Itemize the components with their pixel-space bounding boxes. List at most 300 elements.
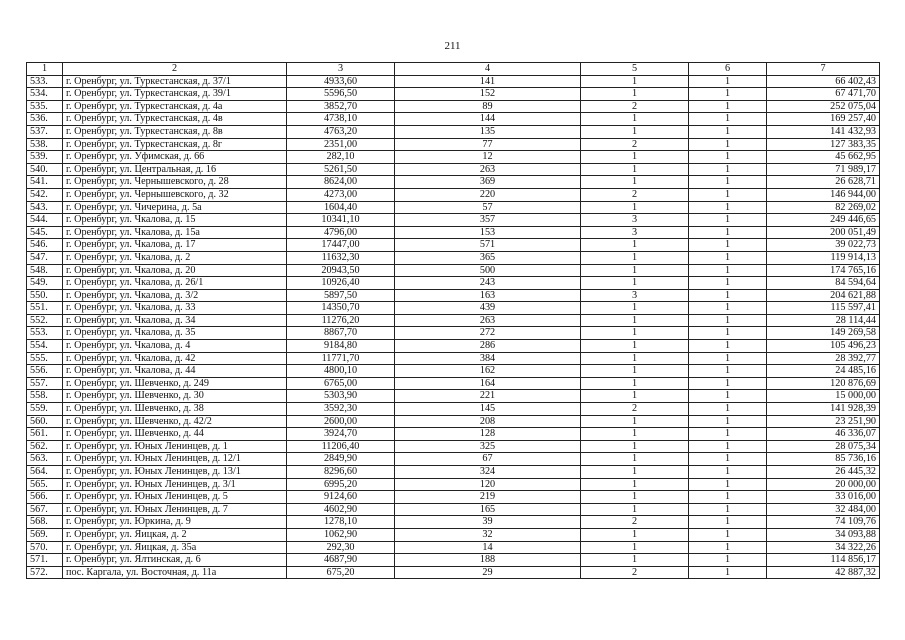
- count-cell: 571: [395, 239, 581, 252]
- amount-cell: 105 496,23: [767, 340, 880, 353]
- data-table: [26, 62, 880, 579]
- col5-cell: 1: [581, 453, 689, 466]
- amount-cell: 15 000,00: [767, 390, 880, 403]
- table-row: [27, 453, 880, 466]
- col6-cell: 1: [689, 264, 767, 277]
- table-row: [27, 163, 880, 176]
- count-cell: 263: [395, 163, 581, 176]
- address-cell: г. Оренбург, ул. Яицкая, д. 2: [63, 528, 287, 541]
- area-cell: 8296,60: [287, 466, 395, 479]
- amount-cell: 149 269,58: [767, 327, 880, 340]
- row-number: 548.: [27, 264, 63, 277]
- amount-cell: 204 621,88: [767, 289, 880, 302]
- col5-cell: 3: [581, 289, 689, 302]
- count-cell: 325: [395, 440, 581, 453]
- col6-cell: 1: [689, 453, 767, 466]
- address-cell: г. Оренбург, ул. Туркестанская, д. 39/1: [63, 88, 287, 101]
- count-cell: 89: [395, 100, 581, 113]
- col5-cell: 1: [581, 478, 689, 491]
- row-number: 564.: [27, 466, 63, 479]
- col6-cell: 1: [689, 541, 767, 554]
- address-cell: г. Оренбург, ул. Туркестанская, д. 8в: [63, 125, 287, 138]
- amount-cell: 146 944,00: [767, 188, 880, 201]
- row-number: 565.: [27, 478, 63, 491]
- area-cell: 9124,60: [287, 491, 395, 504]
- col6-cell: 1: [689, 302, 767, 315]
- table-body: [27, 75, 880, 579]
- area-cell: 1604,40: [287, 201, 395, 214]
- area-cell: 3924,70: [287, 428, 395, 441]
- col5-cell: 1: [581, 352, 689, 365]
- col5-cell: 1: [581, 302, 689, 315]
- area-cell: 5897,50: [287, 289, 395, 302]
- col6-cell: 1: [689, 163, 767, 176]
- count-cell: 220: [395, 188, 581, 201]
- address-cell: г. Оренбург, ул. Юных Ленинцев, д. 3/1: [63, 478, 287, 491]
- area-cell: 9184,80: [287, 340, 395, 353]
- row-number: 567.: [27, 503, 63, 516]
- count-cell: 357: [395, 214, 581, 227]
- amount-cell: 74 109,76: [767, 516, 880, 529]
- area-cell: 3592,30: [287, 403, 395, 416]
- col6-cell: 1: [689, 277, 767, 290]
- table-row: [27, 188, 880, 201]
- address-cell: г. Оренбург, ул. Туркестанская, д. 4в: [63, 113, 287, 126]
- col5-cell: 1: [581, 264, 689, 277]
- count-cell: 263: [395, 314, 581, 327]
- table-row: [27, 403, 880, 416]
- table-row: [27, 176, 880, 189]
- row-number: 563.: [27, 453, 63, 466]
- count-cell: 153: [395, 226, 581, 239]
- table-row: [27, 302, 880, 315]
- col6-cell: 1: [689, 138, 767, 151]
- table-row: [27, 415, 880, 428]
- col6-cell: 1: [689, 125, 767, 138]
- col6-cell: 1: [689, 176, 767, 189]
- area-cell: 8867,70: [287, 327, 395, 340]
- col6-cell: 1: [689, 503, 767, 516]
- area-cell: 6765,00: [287, 377, 395, 390]
- row-number: 560.: [27, 415, 63, 428]
- column-header-6: 6: [689, 63, 767, 76]
- count-cell: 162: [395, 365, 581, 378]
- col5-cell: 1: [581, 277, 689, 290]
- amount-cell: 82 269,02: [767, 201, 880, 214]
- col6-cell: 1: [689, 528, 767, 541]
- count-cell: 32: [395, 528, 581, 541]
- row-number: 545.: [27, 226, 63, 239]
- amount-cell: 141 928,39: [767, 403, 880, 416]
- address-cell: г. Оренбург, ул. Юных Ленинцев, д. 7: [63, 503, 287, 516]
- area-cell: 4933,60: [287, 75, 395, 88]
- table-row: [27, 516, 880, 529]
- area-cell: 17447,00: [287, 239, 395, 252]
- amount-cell: 84 594,64: [767, 277, 880, 290]
- count-cell: 500: [395, 264, 581, 277]
- column-header-2: 2: [63, 63, 287, 76]
- area-cell: 5596,50: [287, 88, 395, 101]
- address-cell: г. Оренбург, ул. Чкалова, д. 35: [63, 327, 287, 340]
- count-cell: 57: [395, 201, 581, 214]
- col5-cell: 1: [581, 491, 689, 504]
- count-cell: 163: [395, 289, 581, 302]
- col5-cell: 1: [581, 541, 689, 554]
- amount-cell: 174 765,16: [767, 264, 880, 277]
- amount-cell: 249 446,65: [767, 214, 880, 227]
- col5-cell: 1: [581, 75, 689, 88]
- address-cell: пос. Каргала, ул. Восточная, д. 11а: [63, 566, 287, 579]
- col6-cell: 1: [689, 554, 767, 567]
- col5-cell: 1: [581, 113, 689, 126]
- col6-cell: 1: [689, 75, 767, 88]
- area-cell: 1278,10: [287, 516, 395, 529]
- row-number: 557.: [27, 377, 63, 390]
- col6-cell: 1: [689, 113, 767, 126]
- amount-cell: 34 093,88: [767, 528, 880, 541]
- amount-cell: 127 383,35: [767, 138, 880, 151]
- address-cell: г. Оренбург, ул. Чкалова, д. 15а: [63, 226, 287, 239]
- area-cell: 292,30: [287, 541, 395, 554]
- row-number: 552.: [27, 314, 63, 327]
- count-cell: 67: [395, 453, 581, 466]
- table-row: [27, 100, 880, 113]
- row-number: 550.: [27, 289, 63, 302]
- amount-cell: 119 914,13: [767, 251, 880, 264]
- amount-cell: 46 336,07: [767, 428, 880, 441]
- table-row: [27, 377, 880, 390]
- column-header-5: 5: [581, 63, 689, 76]
- area-cell: 10926,40: [287, 277, 395, 290]
- col5-cell: 1: [581, 251, 689, 264]
- row-number: 549.: [27, 277, 63, 290]
- address-cell: г. Оренбург, ул. Юных Ленинцев, д. 13/1: [63, 466, 287, 479]
- amount-cell: 32 484,00: [767, 503, 880, 516]
- col6-cell: 1: [689, 314, 767, 327]
- col6-cell: 1: [689, 340, 767, 353]
- row-number: 546.: [27, 239, 63, 252]
- row-number: 551.: [27, 302, 63, 315]
- row-number: 566.: [27, 491, 63, 504]
- amount-cell: 200 051,49: [767, 226, 880, 239]
- amount-cell: 23 251,90: [767, 415, 880, 428]
- col6-cell: 1: [689, 440, 767, 453]
- area-cell: 4602,90: [287, 503, 395, 516]
- table-row: [27, 75, 880, 88]
- header-row: [27, 63, 880, 76]
- table-row: [27, 327, 880, 340]
- col5-cell: 1: [581, 314, 689, 327]
- count-cell: 165: [395, 503, 581, 516]
- address-cell: г. Оренбург, ул. Шевченко, д. 42/2: [63, 415, 287, 428]
- row-number: 572.: [27, 566, 63, 579]
- amount-cell: 34 322,26: [767, 541, 880, 554]
- table-row: [27, 340, 880, 353]
- col6-cell: 1: [689, 415, 767, 428]
- address-cell: г. Оренбург, ул. Шевченко, д. 249: [63, 377, 287, 390]
- row-number: 542.: [27, 188, 63, 201]
- row-number: 540.: [27, 163, 63, 176]
- address-cell: г. Оренбург, ул. Чкалова, д. 26/1: [63, 277, 287, 290]
- col5-cell: 1: [581, 88, 689, 101]
- area-cell: 675,20: [287, 566, 395, 579]
- count-cell: 135: [395, 125, 581, 138]
- address-cell: г. Оренбург, ул. Юных Ленинцев, д. 1: [63, 440, 287, 453]
- address-cell: г. Оренбург, ул. Ялтинская, д. 6: [63, 554, 287, 567]
- row-number: 543.: [27, 201, 63, 214]
- column-header-3: 3: [287, 63, 395, 76]
- count-cell: 128: [395, 428, 581, 441]
- address-cell: г. Оренбург, ул. Чкалова, д. 15: [63, 214, 287, 227]
- amount-cell: 26 445,32: [767, 466, 880, 479]
- count-cell: 243: [395, 277, 581, 290]
- table-row: [27, 440, 880, 453]
- address-cell: г. Оренбург, ул. Чкалова, д. 17: [63, 239, 287, 252]
- col5-cell: 1: [581, 163, 689, 176]
- row-number: 554.: [27, 340, 63, 353]
- table-row: [27, 554, 880, 567]
- col5-cell: 2: [581, 566, 689, 579]
- area-cell: 1062,90: [287, 528, 395, 541]
- table-row: [27, 289, 880, 302]
- amount-cell: 33 016,00: [767, 491, 880, 504]
- area-cell: 4738,10: [287, 113, 395, 126]
- table-row: [27, 151, 880, 164]
- table-row: [27, 428, 880, 441]
- address-cell: г. Оренбург, ул. Чкалова, д. 34: [63, 314, 287, 327]
- address-cell: г. Оренбург, ул. Шевченко, д. 30: [63, 390, 287, 403]
- count-cell: 29: [395, 566, 581, 579]
- col5-cell: 1: [581, 377, 689, 390]
- area-cell: 4763,20: [287, 125, 395, 138]
- table-row: [27, 466, 880, 479]
- col6-cell: 1: [689, 403, 767, 416]
- area-cell: 2351,00: [287, 138, 395, 151]
- address-cell: г. Оренбург, ул. Туркестанская, д. 4а: [63, 100, 287, 113]
- col5-cell: 1: [581, 176, 689, 189]
- amount-cell: 42 887,32: [767, 566, 880, 579]
- table-row: [27, 352, 880, 365]
- area-cell: 11276,20: [287, 314, 395, 327]
- col6-cell: 1: [689, 390, 767, 403]
- col5-cell: 3: [581, 226, 689, 239]
- address-cell: г. Оренбург, ул. Уфимская, д. 66: [63, 151, 287, 164]
- address-cell: г. Оренбург, ул. Шевченко, д. 38: [63, 403, 287, 416]
- count-cell: 219: [395, 491, 581, 504]
- col6-cell: 1: [689, 327, 767, 340]
- table-row: [27, 365, 880, 378]
- area-cell: 11206,40: [287, 440, 395, 453]
- count-cell: 365: [395, 251, 581, 264]
- col5-cell: 2: [581, 188, 689, 201]
- column-header-1: 1: [27, 63, 63, 76]
- area-cell: 282,10: [287, 151, 395, 164]
- col5-cell: 2: [581, 516, 689, 529]
- row-number: 569.: [27, 528, 63, 541]
- count-cell: 145: [395, 403, 581, 416]
- address-cell: г. Оренбург, ул. Юркина, д. 9: [63, 516, 287, 529]
- address-cell: г. Оренбург, ул. Чкалова, д. 33: [63, 302, 287, 315]
- amount-cell: 120 876,69: [767, 377, 880, 390]
- count-cell: 272: [395, 327, 581, 340]
- amount-cell: 67 471,70: [767, 88, 880, 101]
- col6-cell: 1: [689, 566, 767, 579]
- amount-cell: 115 597,41: [767, 302, 880, 315]
- col5-cell: 1: [581, 327, 689, 340]
- col6-cell: 1: [689, 352, 767, 365]
- col5-cell: 1: [581, 554, 689, 567]
- col5-cell: 1: [581, 365, 689, 378]
- address-cell: г. Оренбург, ул. Чкалова, д. 4: [63, 340, 287, 353]
- count-cell: 324: [395, 466, 581, 479]
- area-cell: 6995,20: [287, 478, 395, 491]
- col5-cell: 1: [581, 503, 689, 516]
- page-number: 211: [444, 40, 461, 52]
- amount-cell: 28 075,34: [767, 440, 880, 453]
- count-cell: 208: [395, 415, 581, 428]
- table-row: [27, 138, 880, 151]
- row-number: 534.: [27, 88, 63, 101]
- col5-cell: 2: [581, 100, 689, 113]
- col6-cell: 1: [689, 151, 767, 164]
- table-row: [27, 503, 880, 516]
- table-row: [27, 478, 880, 491]
- col6-cell: 1: [689, 100, 767, 113]
- col5-cell: 3: [581, 214, 689, 227]
- row-number: 558.: [27, 390, 63, 403]
- area-cell: 20943,50: [287, 264, 395, 277]
- col5-cell: 1: [581, 440, 689, 453]
- col5-cell: 1: [581, 466, 689, 479]
- col6-cell: 1: [689, 377, 767, 390]
- table-row: [27, 214, 880, 227]
- address-cell: г. Оренбург, ул. Чкалова, д. 42: [63, 352, 287, 365]
- row-number: 537.: [27, 125, 63, 138]
- table-row: [27, 566, 880, 579]
- amount-cell: 114 856,17: [767, 554, 880, 567]
- row-number: 536.: [27, 113, 63, 126]
- row-number: 547.: [27, 251, 63, 264]
- col5-cell: 1: [581, 415, 689, 428]
- address-cell: г. Оренбург, ул. Туркестанская, д. 37/1: [63, 75, 287, 88]
- count-cell: 221: [395, 390, 581, 403]
- area-cell: 3852,70: [287, 100, 395, 113]
- row-number: 562.: [27, 440, 63, 453]
- address-cell: г. Оренбург, ул. Чкалова, д. 2: [63, 251, 287, 264]
- count-cell: 164: [395, 377, 581, 390]
- amount-cell: 28 114,44: [767, 314, 880, 327]
- column-header-4: 4: [395, 63, 581, 76]
- count-cell: 77: [395, 138, 581, 151]
- col5-cell: 1: [581, 239, 689, 252]
- col5-cell: 2: [581, 138, 689, 151]
- count-cell: 144: [395, 113, 581, 126]
- amount-cell: 66 402,43: [767, 75, 880, 88]
- table-row: [27, 201, 880, 214]
- amount-cell: 26 628,71: [767, 176, 880, 189]
- table-row: [27, 390, 880, 403]
- row-number: 553.: [27, 327, 63, 340]
- amount-cell: 28 392,77: [767, 352, 880, 365]
- row-number: 570.: [27, 541, 63, 554]
- count-cell: 141: [395, 75, 581, 88]
- amount-cell: 85 736,16: [767, 453, 880, 466]
- col6-cell: 1: [689, 188, 767, 201]
- count-cell: 439: [395, 302, 581, 315]
- count-cell: 120: [395, 478, 581, 491]
- amount-cell: 252 075,04: [767, 100, 880, 113]
- address-cell: г. Оренбург, ул. Чкалова, д. 20: [63, 264, 287, 277]
- count-cell: 369: [395, 176, 581, 189]
- col5-cell: 1: [581, 390, 689, 403]
- col5-cell: 1: [581, 428, 689, 441]
- row-number: 556.: [27, 365, 63, 378]
- address-cell: г. Оренбург, ул. Туркестанская, д. 8г: [63, 138, 287, 151]
- table-row: [27, 113, 880, 126]
- table-row: [27, 239, 880, 252]
- row-number: 571.: [27, 554, 63, 567]
- row-number: 535.: [27, 100, 63, 113]
- table-row: [27, 264, 880, 277]
- row-number: 541.: [27, 176, 63, 189]
- address-cell: г. Оренбург, ул. Центральная, д. 16: [63, 163, 287, 176]
- col6-cell: 1: [689, 226, 767, 239]
- area-cell: 2849,90: [287, 453, 395, 466]
- col6-cell: 1: [689, 239, 767, 252]
- table-row: [27, 491, 880, 504]
- col6-cell: 1: [689, 289, 767, 302]
- count-cell: 384: [395, 352, 581, 365]
- row-number: 568.: [27, 516, 63, 529]
- address-cell: г. Оренбург, ул. Яицкая, д. 35а: [63, 541, 287, 554]
- row-number: 555.: [27, 352, 63, 365]
- address-cell: г. Оренбург, ул. Юных Ленинцев, д. 12/1: [63, 453, 287, 466]
- amount-cell: 71 989,17: [767, 163, 880, 176]
- amount-cell: 24 485,16: [767, 365, 880, 378]
- table-row: [27, 88, 880, 101]
- col6-cell: 1: [689, 478, 767, 491]
- col6-cell: 1: [689, 516, 767, 529]
- row-number: 539.: [27, 151, 63, 164]
- address-cell: г. Оренбург, ул. Шевченко, д. 44: [63, 428, 287, 441]
- row-number: 538.: [27, 138, 63, 151]
- col5-cell: 1: [581, 151, 689, 164]
- area-cell: 11632,30: [287, 251, 395, 264]
- area-cell: 4273,00: [287, 188, 395, 201]
- area-cell: 4800,10: [287, 365, 395, 378]
- count-cell: 286: [395, 340, 581, 353]
- area-cell: 4687,90: [287, 554, 395, 567]
- table-row: [27, 528, 880, 541]
- row-number: 561.: [27, 428, 63, 441]
- col6-cell: 1: [689, 88, 767, 101]
- col5-cell: 2: [581, 403, 689, 416]
- table-row: [27, 251, 880, 264]
- address-cell: г. Оренбург, ул. Чернышевского, д. 28: [63, 176, 287, 189]
- table-row: [27, 314, 880, 327]
- address-cell: г. Оренбург, ул. Чкалова, д. 3/2: [63, 289, 287, 302]
- col6-cell: 1: [689, 365, 767, 378]
- amount-cell: 20 000,00: [767, 478, 880, 491]
- col6-cell: 1: [689, 201, 767, 214]
- column-header-7: 7: [767, 63, 880, 76]
- area-cell: 2600,00: [287, 415, 395, 428]
- area-cell: 11771,70: [287, 352, 395, 365]
- area-cell: 14350,70: [287, 302, 395, 315]
- row-number: 533.: [27, 75, 63, 88]
- col5-cell: 1: [581, 528, 689, 541]
- col5-cell: 1: [581, 125, 689, 138]
